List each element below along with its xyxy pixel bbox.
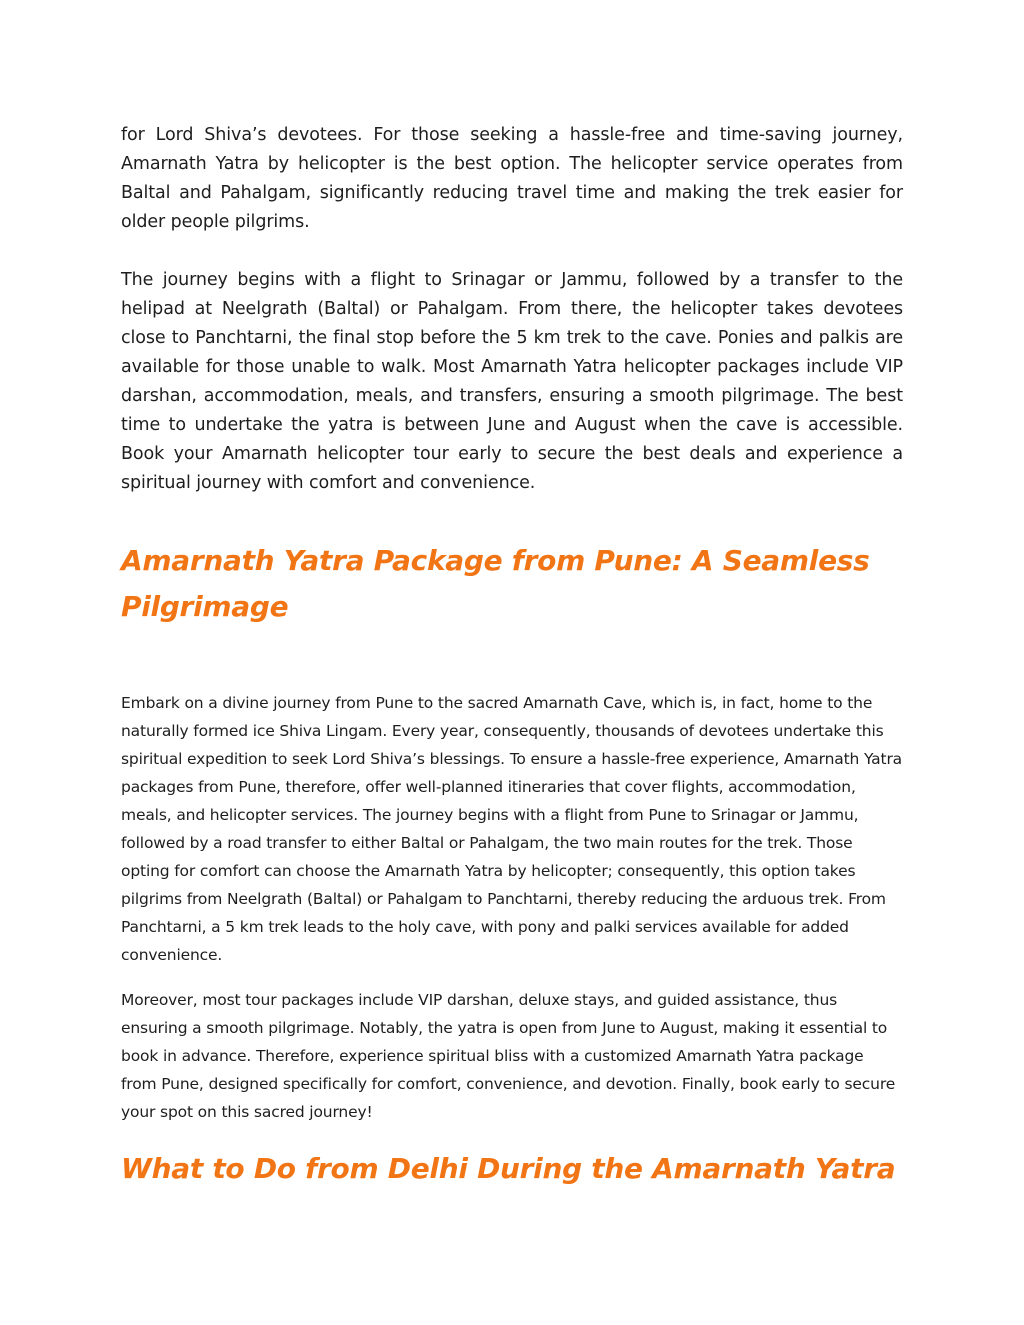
paragraph-spacer [121,969,903,986]
section-heading-pune: Amarnath Yatra Package from Pune: A Seamless Pilgrimage [121,544,870,623]
section-heading-delhi: What to Do from Delhi During the Amarnath Yatra [121,1152,896,1185]
intro-paragraph-journey: The journey begins with a flight to Srinagar or Jammu, followed by a transfer to the helipad at Neelgrath (Baltal) or Pahalgam. From there, the helicopter takes devotees close to Panchtarni, the final stop before the 5 km trek to the cave. Ponies and palkis are available for those unable to walk. Most Amarnath Yatra helicopter packages include VIP darshan, accommodation, meals, and transfers, ensuring a smooth pilgrimage. The best time to undertake the yatra is between June and August when the cave is accessible. Book your Amarnath helicopter tour early to secure the best deals and experience a spiritual journey with comfort and convenience. [121,270,903,493]
document-page [121,121,903,1192]
pune-paragraph-booking: Moreover, most tour packages include VIP darshan, deluxe stays, and guided assistance, thus ensuring a smooth pilgrimage. Notably, the yatra is open from June to August, making it essential to book in advance. Therefore, experience spiritual bliss with a customized Amarnath Yatra package from Pune, designed specifically for comfort, convenience, and devotion. Finally, book early to secure your spot on this sacred journey! [121,991,896,1121]
paragraph-spacer [121,237,903,266]
section-body-pune [121,689,903,1126]
pune-paragraph-overview: Embark on a divine journey from Pune to the sacred Amarnath Cave, which is, in fact, home to the naturally formed ice Shiva Lingam. Every year, consequently, thousands of devotees undertake this spiritual expedition to seek Lord Shiva’s blessings. To ensure a hassle-free experience, Amarnath Yatra packages from Pune, therefore, offer well-planned itineraries that cover flights, accommodation, meals, and helicopter services. The journey begins with a flight from Pune to Srinagar or Jammu, followed by a road transfer to either Baltal or Pahalgam, the two main routes for the trek. Those opting for comfort can choose the Amarnath Yatra by helicopter; consequently, this option takes pilgrims from Neelgrath (Baltal) or Pahalgam to Panchtarni, thereby reducing the arduous trek. From Panchtarni, a 5 km trek leads to the holy cave, with pony and palki services available for added convenience. [121,694,903,964]
intro-paragraph-helicopter: for Lord Shiva’s devotees. For those seeking a hassle-free and time-saving journey, Amarnath Yatra by helicopter is the best option. The helicopter service operates from Baltal and Pahalgam, significantly reducing travel time and making the trek easier for older people pilgrims. [121,125,903,232]
